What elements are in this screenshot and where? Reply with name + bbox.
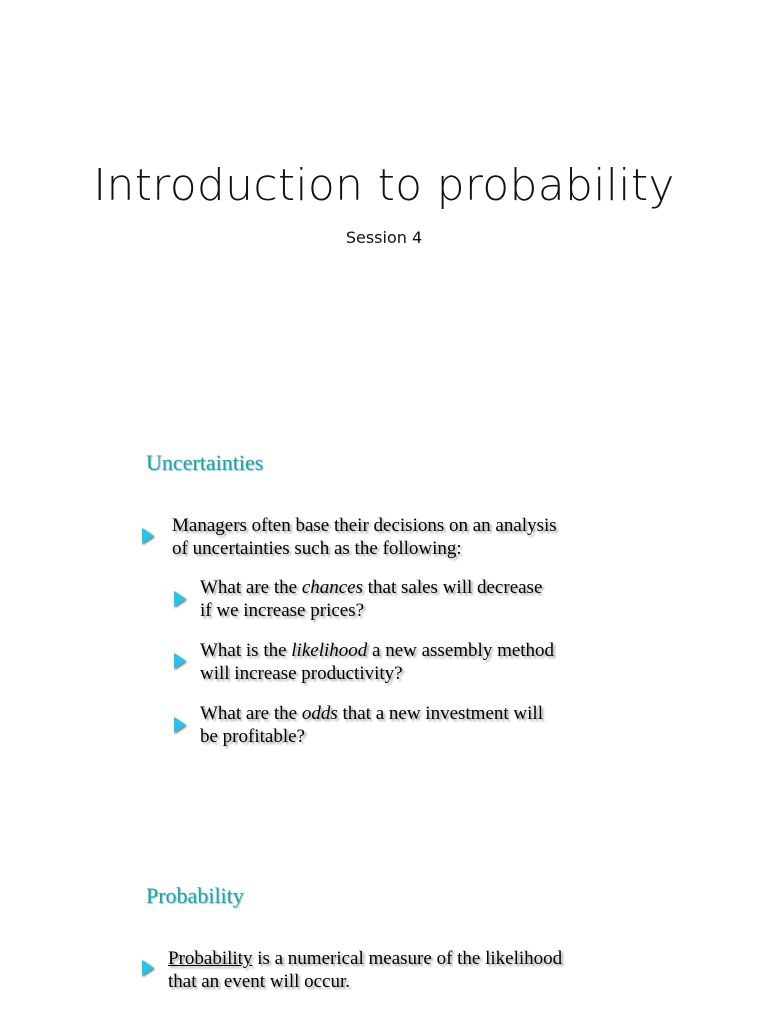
main-bullet-text: Managers often base their decisions on an analysis of uncertainties such as the following: xyxy=(172,515,557,559)
probability-heading: Probability xyxy=(146,883,244,908)
slide-title: Introduction to probability xyxy=(93,160,675,211)
bullet-arrow-icon xyxy=(174,653,186,669)
probability-bullet-text: Probability is a numerical measure of the likelihood that an event will occur. xyxy=(168,948,563,992)
title-slide xyxy=(0,0,768,420)
sub-bullet-text: What is the likelihood a new assembly method will increase productivity? xyxy=(200,640,555,684)
sub-bullet-text: What are the odds that a new investment will be profitable? xyxy=(200,703,543,747)
bullet-arrow-icon xyxy=(174,717,186,733)
bullet-arrow-icon xyxy=(174,591,186,607)
bullet-arrow-icon xyxy=(142,960,154,976)
bullet-arrow-icon xyxy=(142,528,154,544)
slide-subtitle: Session 4 xyxy=(345,228,423,247)
sub-bullet-text: What are the chances that sales will decrease if we increase prices? xyxy=(200,577,543,621)
uncertainties-heading: Uncertainties xyxy=(146,450,264,475)
